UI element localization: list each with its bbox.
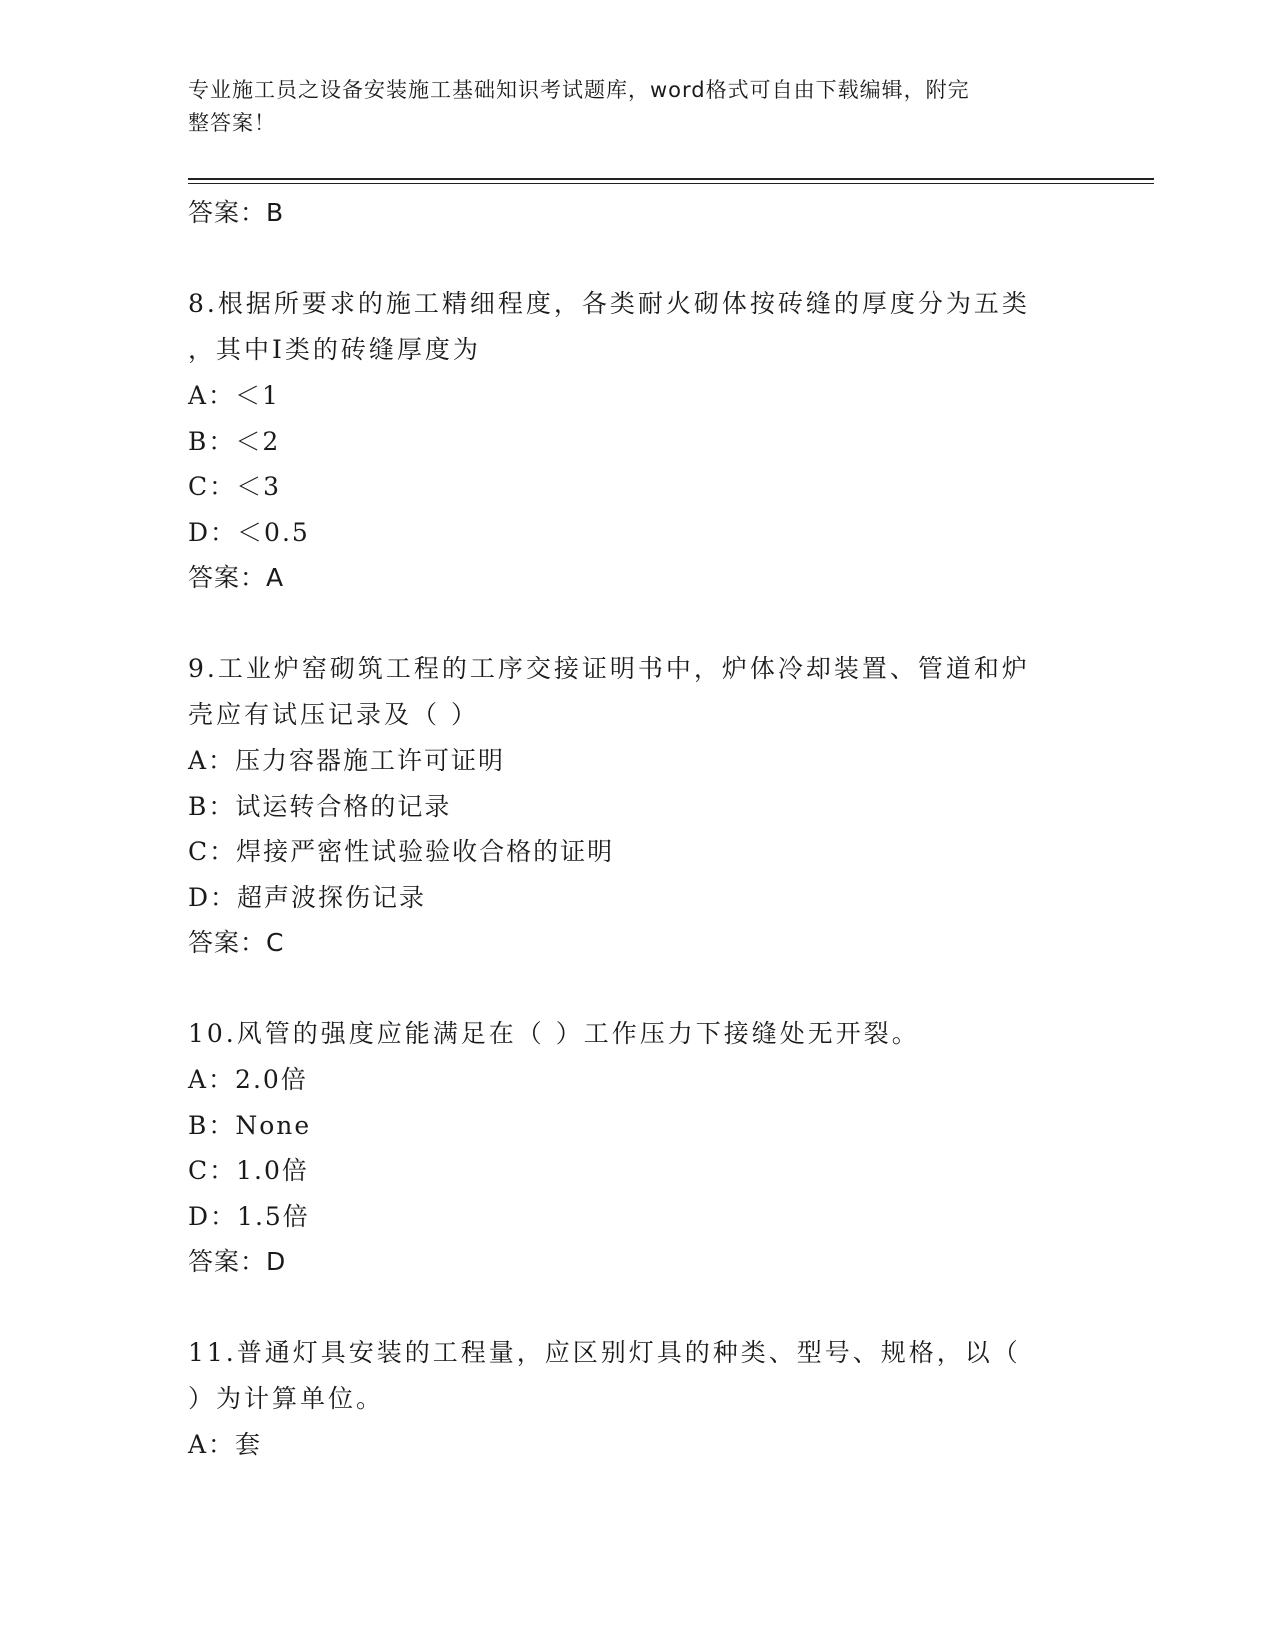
option-a: A：＜1 [188, 381, 280, 410]
answer-value: C [266, 928, 285, 957]
answer-line [188, 555, 1068, 601]
stem-line: 壳应有试压记录及（ ） [188, 700, 479, 729]
option-d: D：＜0.5 [188, 517, 310, 547]
header-line-2: 整答案！ [188, 111, 276, 135]
answer-value: A [266, 563, 285, 592]
spacer [188, 236, 1068, 281]
question-9 [188, 646, 1068, 966]
answer-value: B [266, 198, 285, 227]
question-stem [188, 281, 1068, 373]
spacer [188, 1285, 1068, 1330]
answer-prefix: 答案： [188, 198, 267, 227]
document-header [188, 74, 1068, 140]
option-d: D：超声波探伤记录 [188, 882, 427, 912]
answer-prefix: 答案： [188, 563, 267, 592]
option-c: C：焊接严密性试验验收合格的证明 [188, 837, 615, 866]
option-c: C：1.0倍 [188, 1156, 309, 1185]
option-c: C：＜3 [188, 472, 282, 501]
option-d: D：1.5倍 [188, 1201, 310, 1231]
question-11 [188, 1330, 1068, 1468]
answer-line [188, 1239, 1068, 1285]
stem-line: 9.工业炉窑砌筑工程的工序交接证明书中，炉体冷却装置、管道和炉 [188, 654, 1030, 683]
spacer [188, 966, 1068, 1011]
answer-line [188, 190, 1068, 236]
question-list [188, 190, 1068, 1468]
answer-value: D [266, 1247, 287, 1276]
option-a: A：2.0倍 [188, 1065, 308, 1094]
option-b: B：＜2 [188, 426, 281, 456]
answer-prefix: 答案： [188, 928, 267, 957]
stem-line: 11.普通灯具安装的工程量，应区别灯具的种类、型号、规格，以（ [188, 1338, 1021, 1367]
stem-line: 8.根据所要求的施工精细程度，各类耐火砌体按砖缝的厚度分为五类 [188, 289, 1030, 318]
question-8 [188, 281, 1068, 601]
question-10 [188, 1011, 1068, 1285]
answer-prefix: 答案： [188, 1247, 267, 1276]
header-rule-thin [188, 183, 1154, 184]
question-stem [188, 1011, 1068, 1057]
question-stem [188, 1330, 1068, 1422]
question-stem [188, 646, 1068, 738]
spacer [188, 601, 1068, 646]
option-b: B：试运转合格的记录 [188, 791, 452, 821]
header-line-1: 专业施工员之设备安装施工基础知识考试题库，word格式可自由下载编辑，附完 [188, 78, 970, 102]
option-a: A：压力容器施工许可证明 [188, 746, 506, 775]
stem-line: 10.风管的强度应能满足在（ ）工作压力下接缝处无开裂。 [188, 1019, 920, 1048]
answer-line [188, 920, 1068, 966]
option-a: A：套 [188, 1430, 263, 1459]
header-rule-thick [188, 178, 1154, 180]
stem-line: ，其中Ⅰ类的砖缝厚度为 [188, 335, 481, 364]
stem-line: ）为计算单位。 [188, 1384, 385, 1413]
option-b: B：None [188, 1110, 312, 1140]
